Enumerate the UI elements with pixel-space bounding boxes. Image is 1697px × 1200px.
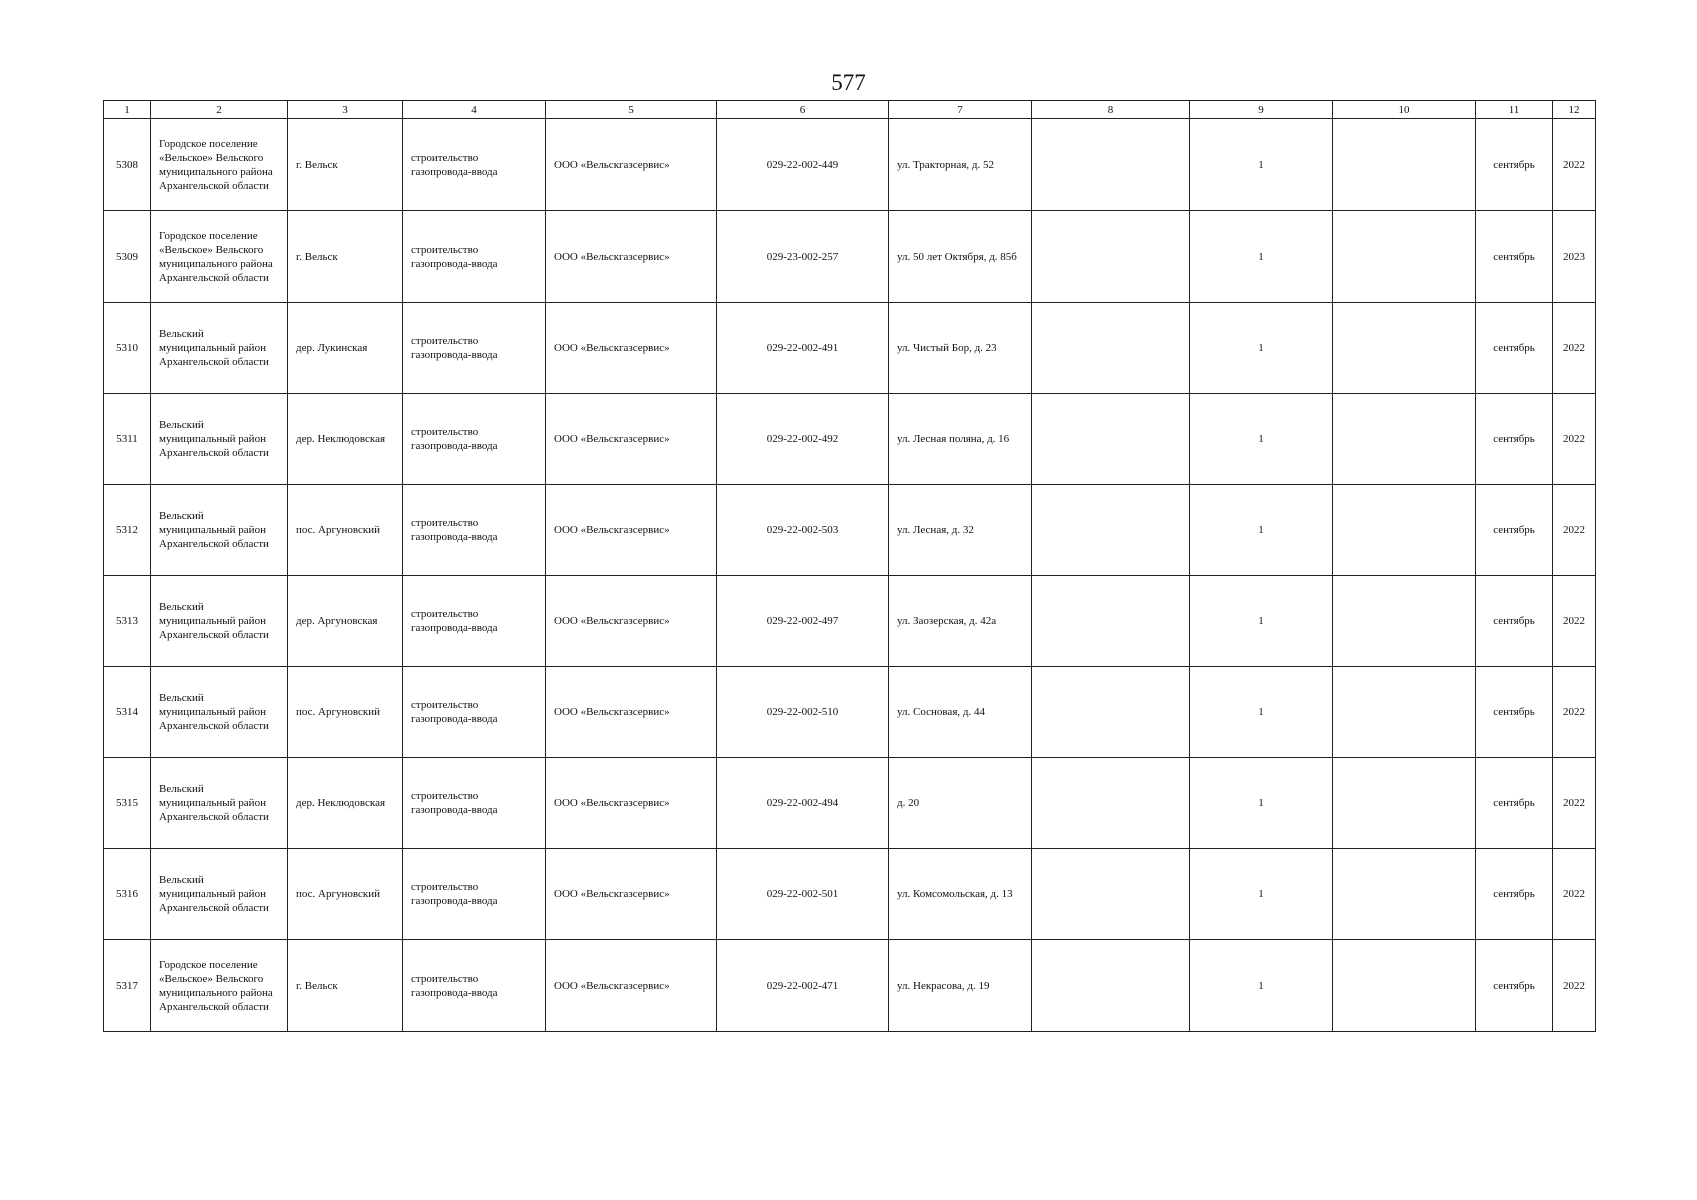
month-cell: сентябрь xyxy=(1476,211,1553,303)
year-cell: 2022 xyxy=(1553,485,1596,576)
work-type-cell: строительство газопровода-ввода xyxy=(403,211,546,303)
organization-cell: ООО «Вельскгазсервис» xyxy=(546,303,717,394)
table-row xyxy=(104,940,1596,1032)
object-code-cell: 029-22-002-491 xyxy=(717,303,889,394)
month-cell: сентябрь xyxy=(1476,394,1553,485)
table-row xyxy=(104,667,1596,758)
row-number-cell: 5312 xyxy=(104,485,151,576)
address-cell: ул. Тракторная, д. 52 xyxy=(889,119,1032,211)
month-cell: сентябрь xyxy=(1476,667,1553,758)
column-header: 2 xyxy=(151,101,288,119)
row-number-cell: 5316 xyxy=(104,849,151,940)
column-header: 5 xyxy=(546,101,717,119)
settlement-cell: г. Вельск xyxy=(288,119,403,211)
municipality-cell: Городское поселение «Вельское» Вельского муниципального района Архангельской области xyxy=(151,940,288,1032)
month-cell: сентябрь xyxy=(1476,119,1553,211)
count-cell: 1 xyxy=(1190,485,1333,576)
page-number: 577 xyxy=(831,70,866,95)
column-8-cell xyxy=(1032,119,1190,211)
column-8-cell xyxy=(1032,758,1190,849)
column-header: 11 xyxy=(1476,101,1553,119)
column-8-cell xyxy=(1032,667,1190,758)
year-cell: 2022 xyxy=(1553,119,1596,211)
count-cell: 1 xyxy=(1190,940,1333,1032)
municipality-cell: Вельский муниципальный район Архангельской области xyxy=(151,849,288,940)
municipality-cell: Вельский муниципальный район Архангельской области xyxy=(151,394,288,485)
municipality-cell: Вельский муниципальный район Архангельской области xyxy=(151,758,288,849)
column-10-cell xyxy=(1333,849,1476,940)
municipality-cell: Вельский муниципальный район Архангельской области xyxy=(151,303,288,394)
row-number-cell: 5308 xyxy=(104,119,151,211)
month-cell: сентябрь xyxy=(1476,758,1553,849)
column-header: 6 xyxy=(717,101,889,119)
count-cell: 1 xyxy=(1190,576,1333,667)
work-type-cell: строительство газопровода-ввода xyxy=(403,667,546,758)
column-header-row xyxy=(104,101,1596,119)
row-number-cell: 5315 xyxy=(104,758,151,849)
municipality-cell: Вельский муниципальный район Архангельской области xyxy=(151,667,288,758)
settlement-cell: г. Вельск xyxy=(288,211,403,303)
work-type-cell: строительство газопровода-ввода xyxy=(403,394,546,485)
work-type-cell: строительство газопровода-ввода xyxy=(403,576,546,667)
column-10-cell xyxy=(1333,576,1476,667)
organization-cell: ООО «Вельскгазсервис» xyxy=(546,667,717,758)
table-row xyxy=(104,303,1596,394)
table-row xyxy=(104,119,1596,211)
address-cell: ул. Заозерская, д. 42а xyxy=(889,576,1032,667)
column-8-cell xyxy=(1032,849,1190,940)
settlement-cell: пос. Аргуновский xyxy=(288,667,403,758)
column-header: 4 xyxy=(403,101,546,119)
table-row xyxy=(104,211,1596,303)
year-cell: 2023 xyxy=(1553,211,1596,303)
row-number-cell: 5309 xyxy=(104,211,151,303)
count-cell: 1 xyxy=(1190,394,1333,485)
work-type-cell: строительство газопровода-ввода xyxy=(403,940,546,1032)
object-code-cell: 029-22-002-494 xyxy=(717,758,889,849)
settlement-cell: г. Вельск xyxy=(288,940,403,1032)
organization-cell: ООО «Вельскгазсервис» xyxy=(546,940,717,1032)
count-cell: 1 xyxy=(1190,211,1333,303)
address-cell: ул. Сосновая, д. 44 xyxy=(889,667,1032,758)
organization-cell: ООО «Вельскгазсервис» xyxy=(546,758,717,849)
month-cell: сентябрь xyxy=(1476,576,1553,667)
year-cell: 2022 xyxy=(1553,303,1596,394)
column-10-cell xyxy=(1333,758,1476,849)
municipality-cell: Городское поселение «Вельское» Вельского муниципального района Архангельской области xyxy=(151,119,288,211)
object-code-cell: 029-22-002-471 xyxy=(717,940,889,1032)
column-8-cell xyxy=(1032,485,1190,576)
work-type-cell: строительство газопровода-ввода xyxy=(403,758,546,849)
address-cell: д. 20 xyxy=(889,758,1032,849)
year-cell: 2022 xyxy=(1553,940,1596,1032)
column-header: 7 xyxy=(889,101,1032,119)
column-10-cell xyxy=(1333,394,1476,485)
row-number-cell: 5317 xyxy=(104,940,151,1032)
count-cell: 1 xyxy=(1190,667,1333,758)
column-10-cell xyxy=(1333,119,1476,211)
table-row xyxy=(104,758,1596,849)
column-header: 8 xyxy=(1032,101,1190,119)
row-number-cell: 5313 xyxy=(104,576,151,667)
table-row xyxy=(104,394,1596,485)
column-8-cell xyxy=(1032,940,1190,1032)
month-cell: сентябрь xyxy=(1476,485,1553,576)
column-10-cell xyxy=(1333,667,1476,758)
table-row xyxy=(104,849,1596,940)
organization-cell: ООО «Вельскгазсервис» xyxy=(546,119,717,211)
address-cell: ул. Некрасова, д. 19 xyxy=(889,940,1032,1032)
object-code-cell: 029-23-002-257 xyxy=(717,211,889,303)
municipality-cell: Вельский муниципальный район Архангельской области xyxy=(151,576,288,667)
settlement-cell: пос. Аргуновский xyxy=(288,849,403,940)
count-cell: 1 xyxy=(1190,119,1333,211)
row-number-cell: 5314 xyxy=(104,667,151,758)
work-type-cell: строительство газопровода-ввода xyxy=(403,849,546,940)
count-cell: 1 xyxy=(1190,849,1333,940)
object-code-cell: 029-22-002-510 xyxy=(717,667,889,758)
object-code-cell: 029-22-002-503 xyxy=(717,485,889,576)
settlement-cell: дер. Неклюдовская xyxy=(288,758,403,849)
municipality-cell: Вельский муниципальный район Архангельской области xyxy=(151,485,288,576)
work-type-cell: строительство газопровода-ввода xyxy=(403,119,546,211)
organization-cell: ООО «Вельскгазсервис» xyxy=(546,211,717,303)
row-number-cell: 5310 xyxy=(104,303,151,394)
settlement-cell: дер. Лукинская xyxy=(288,303,403,394)
municipality-cell: Городское поселение «Вельское» Вельского муниципального района Архангельской области xyxy=(151,211,288,303)
organization-cell: ООО «Вельскгазсервис» xyxy=(546,849,717,940)
data-table xyxy=(103,100,1596,1032)
table-row xyxy=(104,576,1596,667)
column-header: 12 xyxy=(1553,101,1596,119)
year-cell: 2022 xyxy=(1553,394,1596,485)
count-cell: 1 xyxy=(1190,303,1333,394)
work-type-cell: строительство газопровода-ввода xyxy=(403,303,546,394)
column-header: 10 xyxy=(1333,101,1476,119)
work-type-cell: строительство газопровода-ввода xyxy=(403,485,546,576)
settlement-cell: дер. Аргуновская xyxy=(288,576,403,667)
address-cell: ул. Комсомольская, д. 13 xyxy=(889,849,1032,940)
object-code-cell: 029-22-002-492 xyxy=(717,394,889,485)
organization-cell: ООО «Вельскгазсервис» xyxy=(546,485,717,576)
column-header: 1 xyxy=(104,101,151,119)
column-8-cell xyxy=(1032,576,1190,667)
settlement-cell: дер. Неклюдовская xyxy=(288,394,403,485)
address-cell: ул. Чистый Бор, д. 23 xyxy=(889,303,1032,394)
year-cell: 2022 xyxy=(1553,667,1596,758)
table-row xyxy=(104,485,1596,576)
column-10-cell xyxy=(1333,485,1476,576)
column-10-cell xyxy=(1333,211,1476,303)
object-code-cell: 029-22-002-501 xyxy=(717,849,889,940)
row-number-cell: 5311 xyxy=(104,394,151,485)
month-cell: сентябрь xyxy=(1476,849,1553,940)
organization-cell: ООО «Вельскгазсервис» xyxy=(546,394,717,485)
settlement-cell: пос. Аргуновский xyxy=(288,485,403,576)
year-cell: 2022 xyxy=(1553,758,1596,849)
column-header: 3 xyxy=(288,101,403,119)
column-8-cell xyxy=(1032,394,1190,485)
column-8-cell xyxy=(1032,211,1190,303)
address-cell: ул. 50 лет Октября, д. 85б xyxy=(889,211,1032,303)
column-8-cell xyxy=(1032,303,1190,394)
month-cell: сентябрь xyxy=(1476,303,1553,394)
object-code-cell: 029-22-002-449 xyxy=(717,119,889,211)
address-cell: ул. Лесная, д. 32 xyxy=(889,485,1032,576)
object-code-cell: 029-22-002-497 xyxy=(717,576,889,667)
year-cell: 2022 xyxy=(1553,849,1596,940)
column-header: 9 xyxy=(1190,101,1333,119)
column-10-cell xyxy=(1333,940,1476,1032)
column-10-cell xyxy=(1333,303,1476,394)
count-cell: 1 xyxy=(1190,758,1333,849)
month-cell: сентябрь xyxy=(1476,940,1553,1032)
address-cell: ул. Лесная поляна, д. 16 xyxy=(889,394,1032,485)
year-cell: 2022 xyxy=(1553,576,1596,667)
organization-cell: ООО «Вельскгазсервис» xyxy=(546,576,717,667)
